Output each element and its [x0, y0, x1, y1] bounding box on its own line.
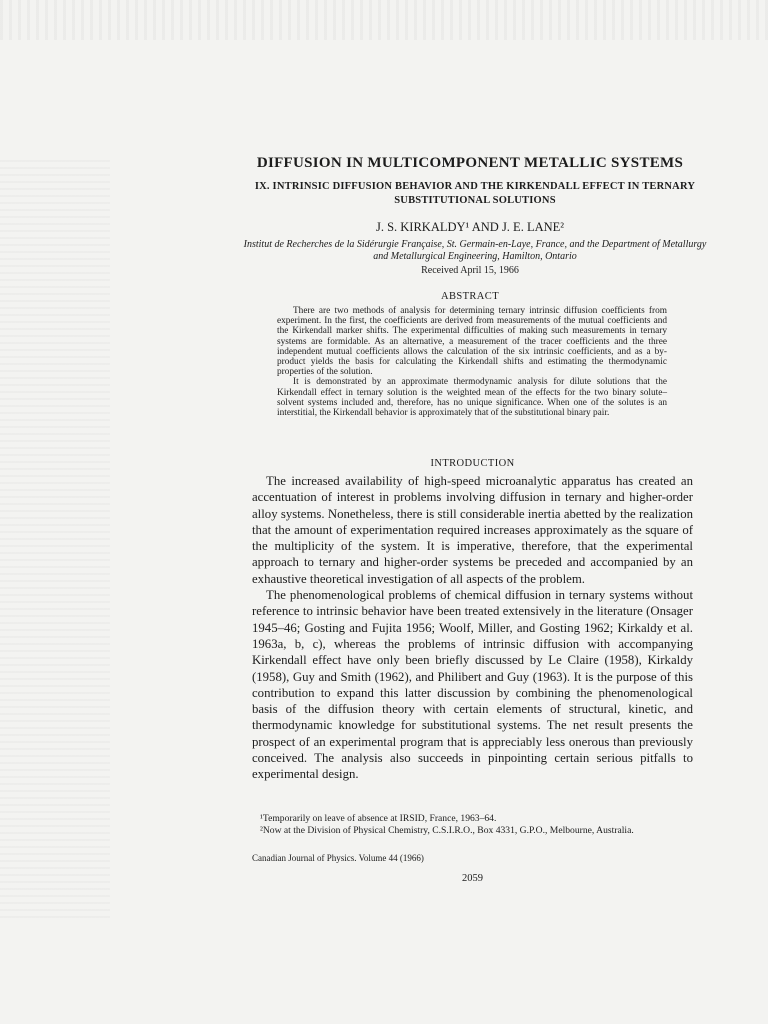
abstract-body — [277, 306, 667, 418]
body-paragraph: The increased availability of high-speed microanalytic apparatus has created an accentuation of interest in problems involving diffusion in ternary and higher-order alloy systems. Nonetheless, there is still considerable inertia abetted by the realization that the amount of experimentation required increases approximately as the square of the multiplicity of the system. It is imperative, therefore, that the experimental approach to ternary and higher-order systems be preceded and accompanied by an exhaustive theoretical investigation of all aspects of the problem. — [252, 474, 693, 586]
abstract-heading: ABSTRACT — [440, 291, 500, 302]
introduction-heading: INTRODUCTION — [430, 458, 515, 469]
journal-citation: Canadian Journal of Physics. Volume 44 (1966) — [252, 853, 424, 863]
footnote: ²Now at the Division of Physical Chemistry, C.S.I.R.O., Box 4331, G.P.O., Melbourne, Australia. — [260, 824, 634, 836]
page-number: 2059 — [462, 873, 483, 884]
body-paragraph: The phenomenological problems of chemical diffusion in ternary systems without reference to intrinsic behavior have been treated extensively in the literature (Onsager 1945–46; Gosting and Fujita 1956; Woolf, Miller, and Gosting 1962; Kirkaldy et al. 1963a, b, c), whereas the problems of intrinsic diffusion with accompanying Kirkendall effect have only been briefly discussed by Le Claire (1958), Kirkaldy (1958), Guy and Smith (1962), and Philibert and Guy (1963). It is the purpose of this contribution to expand this latter discussion by combining the phenomenological basis of the diffusion theory with certain elements of structural, kinetic, and thermodynamic knowledge for substitutional systems. The net result presents the prospect of an experimental program that is appreciably less onerous than previously conceived. The analysis also succeeds in pinpointing certain serious pitfalls to experimental design. — [252, 588, 693, 782]
paper-authors: J. S. KIRKALDY¹ AND J. E. LANE² — [375, 220, 565, 234]
abstract-paragraph: It is demonstrated by an approximate thermodynamic analysis for dilute solutions that the Kirkendall effect in ternary solution is the weighted mean of the effects for the two binary solute–solvent systems included and, therefore, has no unique significance. When one of the solutes is an interstitial, the Kirkendall behavior is approximately that of the substitutional binary pair. — [277, 377, 667, 419]
introduction-body — [252, 473, 693, 783]
paper-subtitle: IX. INTRINSIC DIFFUSION BEHAVIOR AND THE KIRKENDALL EFFECT IN TERNARY SUBSTITUTIONAL SOLUTIONS — [254, 181, 696, 206]
affiliation: Institut de Recherches de la Sidérurgie Française, St. Germain-en-Laye, France, and the Department of Metallurgy and Metallurgical Engineering, Hamilton, Ontario — [243, 239, 707, 262]
received-date: Received April 15, 1966 — [421, 265, 519, 276]
footnote: ¹Temporarily on leave of absence at IRSID, France, 1963–64. — [260, 813, 497, 824]
abstract-paragraph: There are two methods of analysis for determining ternary intrinsic diffusion coefficients from experiment. In the first, the coefficients are derived from measurements of the mutual coefficients and the Kirkendall marker shifts. The experimental difficulties of making such measurements in ternary systems are formidable. As an alternative, a measurement of the tracer coefficients and the three independent mutual coefficients allows the calculation of the six intrinsic coefficients, and as a by-product yields the basis for calculating the Kirkendall shifts and estimating the thermodynamic properties of the solution. — [277, 306, 667, 378]
footnotes — [252, 813, 693, 836]
paper-title: DIFFUSION IN MULTICOMPONENT METALLIC SYSTEMS — [256, 155, 684, 171]
